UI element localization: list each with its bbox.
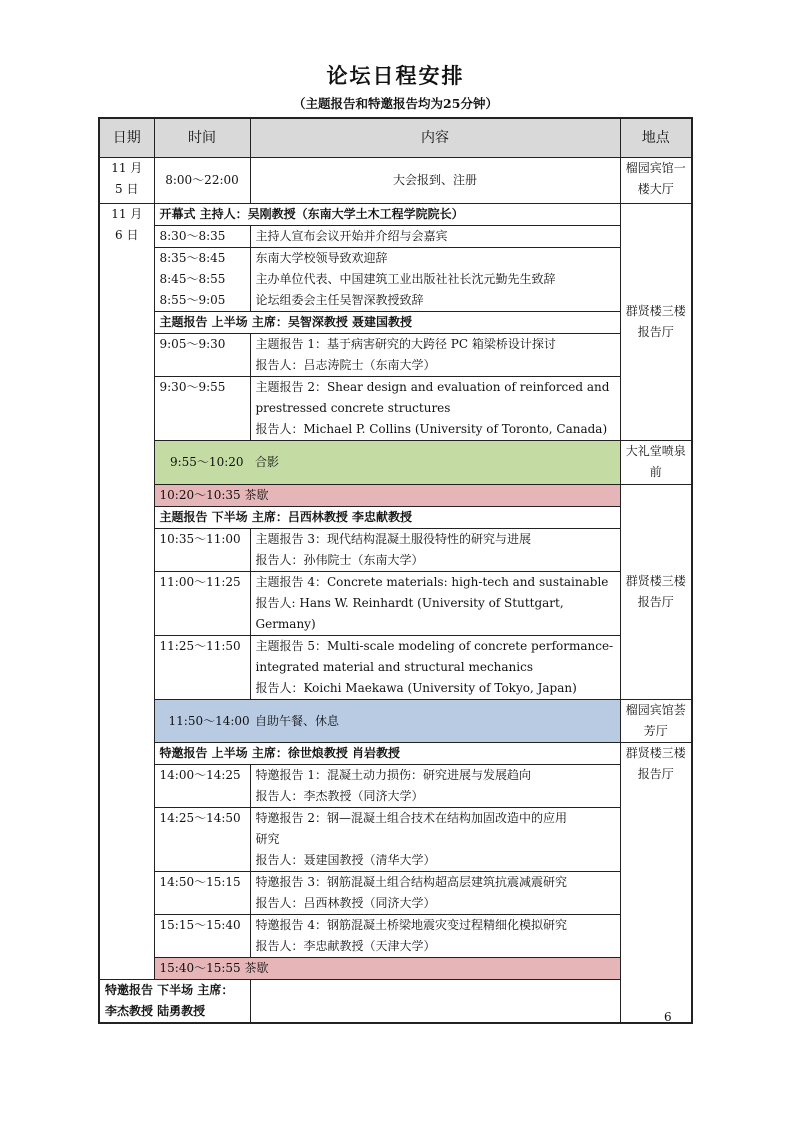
report-speaker: 报告人：聂建国教授（清华大学）: [255, 853, 436, 867]
report-title: 主题报告 1：基于病害研究的大跨径 PC 箱梁桥设计探讨: [255, 337, 556, 351]
table-row: [99, 377, 692, 441]
report-title: 特邀报告 4：钢筋混凝土桥梁地震灾变过程精细化模拟研究: [255, 918, 567, 932]
time-cell: [154, 248, 250, 312]
table-row: [99, 529, 692, 572]
report-speaker: 报告人: Hans W. Reinhardt (University of Stuttgart, Germany): [255, 596, 564, 631]
time-cell: 9:30～9:55: [154, 377, 250, 441]
content-cell: [250, 248, 620, 312]
time-cell: 10:35～11:00: [154, 529, 250, 572]
time-cell: 9:55～10:20: [154, 441, 250, 485]
content-cell: [250, 872, 620, 915]
content-cell: [250, 636, 620, 700]
session-header: 主题报告 上半场 主席：吴智深教授 聂建国教授: [154, 312, 620, 334]
content-line: 论坛组委会主任吴智深教授致辞: [255, 293, 424, 307]
time-cell: 14:00～14:25: [154, 765, 250, 808]
session-header: 主题报告 下半场 主席：吕西林教授 李忠献教授: [154, 507, 620, 529]
table-row: [99, 158, 692, 204]
header-time: 时间: [154, 118, 250, 158]
report-speaker: 报告人：Koichi Maekawa (University of Tokyo, Japan): [255, 681, 577, 695]
location-cell: 群贤楼三楼报告厅: [620, 485, 692, 700]
time-cell: 11:25～11:50: [154, 636, 250, 700]
location-cell: 大礼堂喷泉前: [620, 441, 692, 485]
page-number: 6: [664, 1010, 672, 1024]
report-speaker: 报告人：Michael P. Collins (University of Toronto, Canada): [255, 422, 608, 436]
report-title: 特邀报告 1：混凝土动力损伤：研究进展与发展趋向: [255, 768, 531, 782]
header-location: 地点: [620, 118, 692, 158]
page-title: 论坛日程安排: [326, 63, 465, 88]
content-cell: [250, 808, 620, 872]
date-day: 5 日: [115, 182, 139, 196]
content-cell: 自助午餐、休息: [250, 700, 620, 743]
table-row: [99, 204, 692, 226]
table-row: [99, 980, 692, 1024]
report-title: 特邀报告 3：钢筋混凝土组合结构超高层建筑抗震减震研究: [255, 875, 567, 889]
content-cell: [250, 572, 620, 636]
time-line: 8:45～8:55: [159, 272, 226, 286]
schedule-table: [98, 117, 693, 1024]
break-row: 10:20～10:35 茶歇: [154, 485, 620, 507]
report-speaker: 报告人：孙伟院士（东南大学）: [255, 553, 424, 567]
content-line: 东南大学校领导致欢迎辞: [255, 251, 388, 265]
table-row: [99, 248, 692, 312]
report-speaker: 报告人：吕西林教授（同济大学）: [255, 896, 436, 910]
date-month: 11 月: [111, 161, 143, 175]
content-cell: [250, 334, 620, 377]
report-speaker: 报告人：吕志涛院士（东南大学）: [255, 358, 436, 372]
header-content: 内容: [250, 118, 620, 158]
report-title: 主题报告 3：现代结构混凝土服役特性的研究与进展: [255, 532, 531, 546]
location-cell: 群贤楼三楼报告厅: [620, 204, 692, 441]
content-cell: [250, 529, 620, 572]
table-row: [99, 915, 692, 958]
location-cell: 榴园宾馆一楼大厅: [620, 158, 692, 204]
header-date: 日期: [99, 118, 154, 158]
report-title: 主题报告 2：Shear design and evaluation of reinforced and: [255, 380, 610, 394]
time-cell: 14:50～15:15: [154, 872, 250, 915]
time-cell: 14:25～14:50: [154, 808, 250, 872]
page-subtitle: （主题报告和特邀报告均为25分钟）: [293, 96, 498, 111]
table-row: [99, 226, 692, 248]
report-title: 特邀报告 2：钢—混凝土组合技术在结构加固改造中的应用: [255, 811, 567, 825]
table-row: [99, 572, 692, 636]
session-header: 特邀报告 下半场 主席：李杰教授 陆勇教授: [99, 980, 250, 1024]
time-cell: 8:00～22:00: [154, 158, 250, 204]
content-line: 主办单位代表、中国建筑工业出版社社长沈元勤先生致辞: [255, 272, 556, 286]
time-cell: 11:50～14:00: [154, 700, 250, 743]
report-title: 主题报告 4：Concrete materials: high-tech and sustainable: [255, 575, 609, 589]
content-cell: 主持人宣布会议开始并介绍与会嘉宾: [250, 226, 620, 248]
table-row: [99, 872, 692, 915]
date-cell: [99, 204, 154, 980]
time-line: 8:55～9:05: [159, 293, 226, 307]
table-row: [99, 958, 692, 980]
session-header: 特邀报告 上半场 主席：徐世烺教授 肖岩教授: [154, 743, 620, 765]
break-row: 15:40～15:55 茶歇: [154, 958, 620, 980]
table-row: [99, 808, 692, 872]
table-row: [99, 312, 692, 334]
content-cell: 合影: [250, 441, 620, 485]
date-cell: [99, 158, 154, 204]
report-speaker: 报告人：李忠献教授（天津大学）: [255, 939, 436, 953]
date-day: 6 日: [115, 228, 139, 242]
time-cell: 15:15～15:40: [154, 915, 250, 958]
time-cell: 11:00～11:25: [154, 572, 250, 636]
table-row: [99, 765, 692, 808]
location-cell: 群贤楼三楼报告厅: [620, 743, 692, 1024]
report-title: integrated material and structural mechanics: [255, 660, 533, 674]
table-row: [99, 485, 692, 507]
date-month: 11 月: [111, 207, 143, 221]
report-title: 研究: [255, 832, 280, 846]
table-row: [99, 636, 692, 700]
header-row: [99, 118, 692, 158]
table-row: [99, 700, 692, 743]
table-row: [99, 334, 692, 377]
table-row: [99, 441, 692, 485]
content-cell: 大会报到、注册: [250, 158, 620, 204]
opening-row: 开幕式 主持人：吴刚教授（东南大学土木工程学院院长）: [154, 204, 620, 226]
table-row: [99, 743, 692, 765]
time-cell: 9:05～9:30: [154, 334, 250, 377]
content-cell: [250, 377, 620, 441]
content-cell: [250, 765, 620, 808]
report-speaker: 报告人：李杰教授（同济大学）: [255, 789, 424, 803]
time-cell: 8:30～8:35: [154, 226, 250, 248]
table-row: [99, 507, 692, 529]
report-title: 主题报告 5：Multi-scale modeling of concrete performance-: [255, 639, 614, 653]
time-line: 8:35～8:45: [159, 251, 226, 265]
report-title: prestressed concrete structures: [255, 401, 451, 415]
content-cell: [250, 915, 620, 958]
location-cell: 榴园宾馆荟芳厅: [620, 700, 692, 743]
